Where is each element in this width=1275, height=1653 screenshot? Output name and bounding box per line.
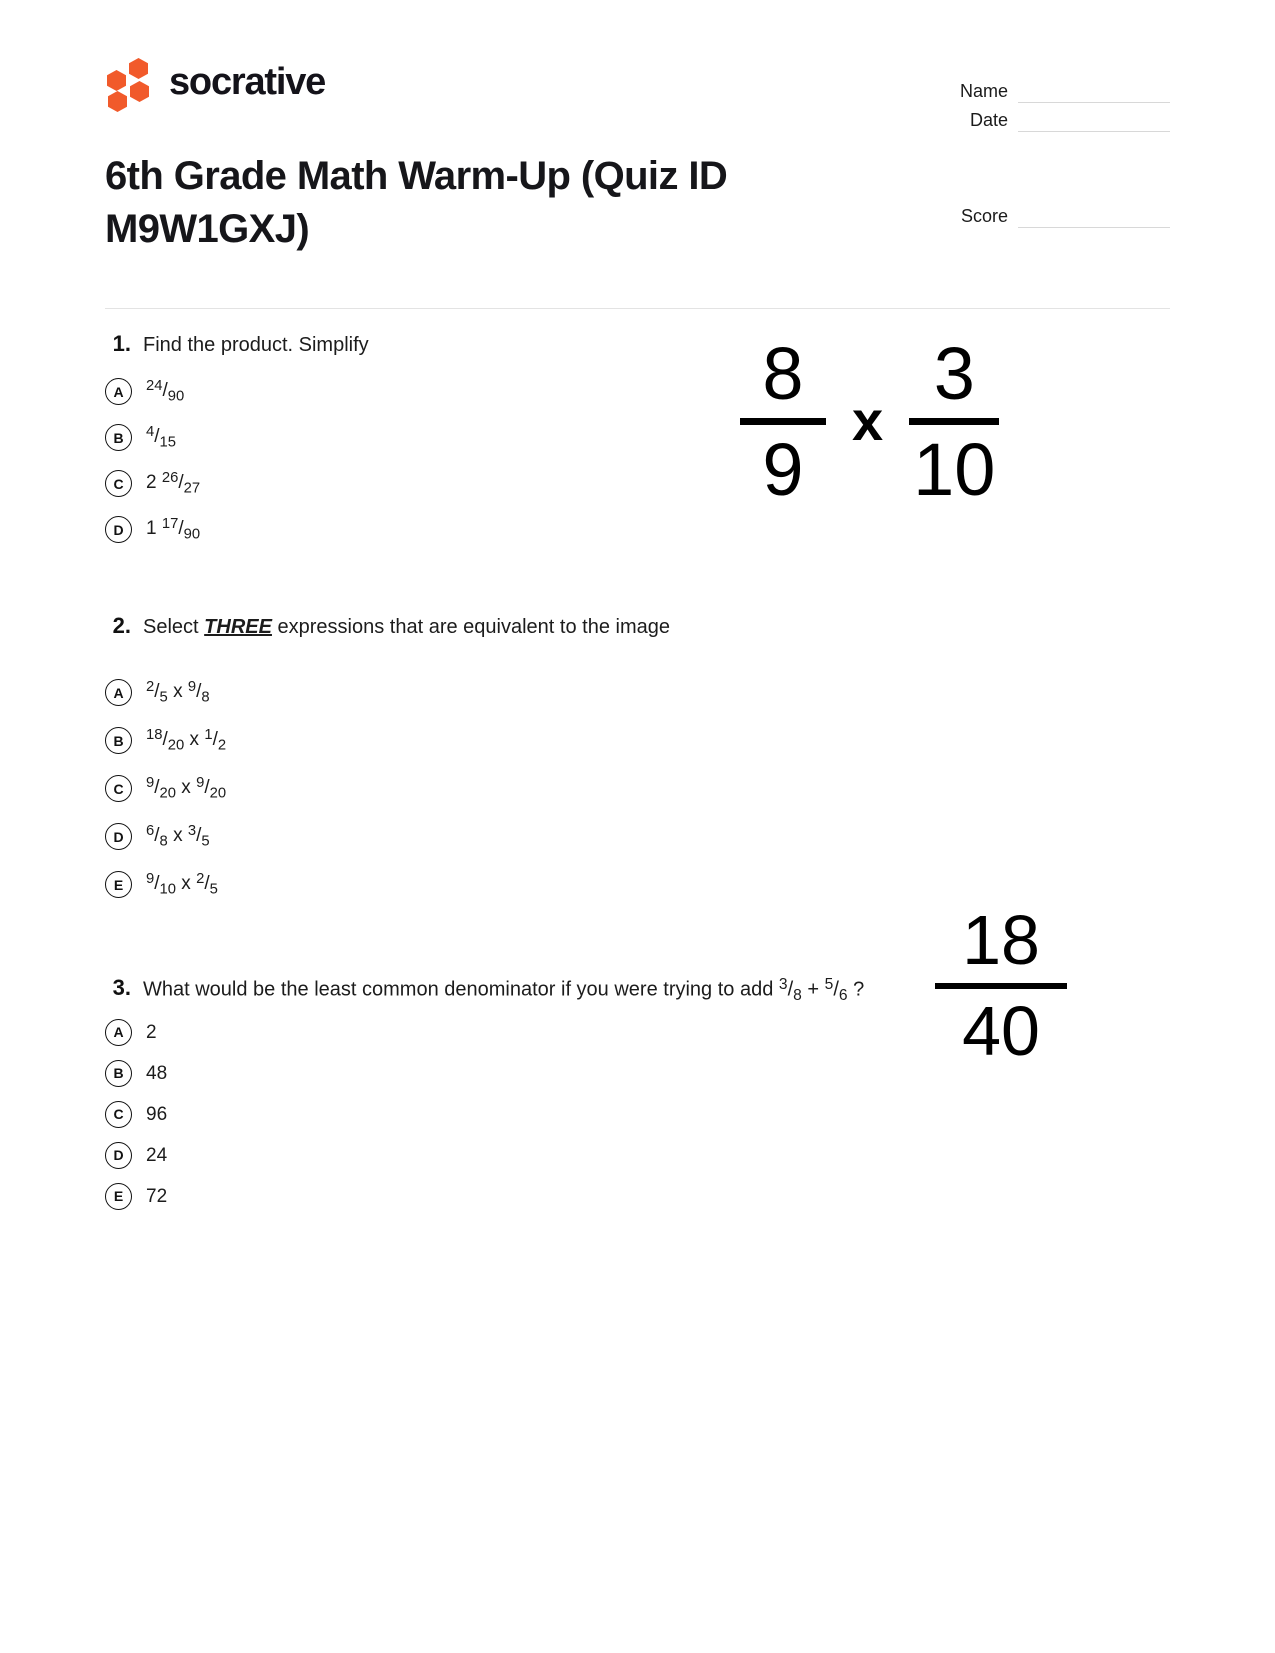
choice-label: $^{18}/_{20}$ x $^1/_2$ <box>146 727 227 754</box>
choice-bubble[interactable]: A <box>105 1019 132 1046</box>
choice-bubble[interactable]: D <box>105 823 132 850</box>
name-field-row <box>918 74 1170 103</box>
date-label: Date <box>969 110 1008 130</box>
choice-label: 24 <box>146 1144 168 1166</box>
choice-bubble[interactable]: D <box>105 1142 132 1169</box>
question-3-number: 3. <box>112 975 131 1001</box>
date-input-line[interactable] <box>1018 130 1170 132</box>
brand-name: socrative <box>169 61 326 103</box>
brand-and-title <box>105 52 805 256</box>
choice-bubble[interactable]: E <box>105 1183 132 1210</box>
choice-bubble[interactable]: C <box>105 470 132 497</box>
choice-bubble[interactable]: B <box>105 727 132 754</box>
score-field-row <box>918 199 1170 228</box>
choice-e[interactable] <box>105 1176 1170 1217</box>
choice-bubble[interactable]: B <box>105 424 132 451</box>
hexagon-middle-left-icon <box>107 70 126 91</box>
numerator: 18 <box>962 900 1040 979</box>
choice-label: 2 $^{26}/_{27}$ <box>146 470 201 497</box>
choice-label: 2 <box>146 1021 157 1043</box>
score-input-line[interactable] <box>1018 226 1170 228</box>
question-3-prompt: What would be the least common denominator if you were trying to add $^3/_8 + ^5/_6$ ? <box>143 975 865 1004</box>
choice-d[interactable] <box>105 507 1170 553</box>
choice-a[interactable] <box>105 669 1170 717</box>
name-label: Name <box>959 81 1008 101</box>
choice-c[interactable] <box>105 1094 1170 1135</box>
questions-list <box>105 309 1170 1217</box>
question-1 <box>105 331 1170 553</box>
choice-label: $^2/_5$ x $^9/_8$ <box>146 679 210 706</box>
choice-label: 1 $^{17}/_{90}$ <box>146 516 201 543</box>
choice-bubble[interactable]: B <box>105 1060 132 1087</box>
multiplication-operator: x <box>852 388 884 452</box>
fraction-8-over-9 <box>740 331 826 512</box>
choice-label: 72 <box>146 1185 168 1207</box>
question-2-number: 2. <box>112 612 131 638</box>
student-info-fields <box>918 52 1170 228</box>
socrative-logo <box>105 52 805 112</box>
choice-b[interactable] <box>105 717 1170 765</box>
choice-bubble[interactable]: A <box>105 679 132 706</box>
choice-b[interactable] <box>105 415 1170 461</box>
score-label: Score <box>960 206 1008 226</box>
question-1-choices <box>105 369 1170 553</box>
meta-spacer <box>918 132 1170 199</box>
question-1-figure <box>740 331 999 512</box>
choice-label: $^9/_{20}$ x $^9/_{20}$ <box>146 775 227 802</box>
denominator: 9 <box>762 428 804 512</box>
choice-bubble[interactable]: D <box>105 516 132 543</box>
choice-bubble[interactable]: A <box>105 378 132 405</box>
choice-bubble[interactable]: C <box>105 775 132 802</box>
question-3-header <box>105 974 1170 1006</box>
choice-a[interactable] <box>105 369 1170 415</box>
choice-bubble[interactable]: E <box>105 871 132 898</box>
choice-label: 96 <box>146 1103 168 1125</box>
question-1-header <box>105 331 1170 359</box>
choice-label: $^4/_{15}$ <box>146 424 177 451</box>
numerator: 8 <box>762 331 804 415</box>
name-input-line[interactable] <box>1018 101 1170 103</box>
fraction-bar <box>909 418 999 425</box>
choice-label: $^{24}/_{90}$ <box>146 378 185 405</box>
choice-d[interactable] <box>105 813 1170 861</box>
fraction-bar <box>740 418 826 425</box>
denominator: 10 <box>913 428 996 512</box>
choice-label: 48 <box>146 1062 168 1084</box>
choice-c[interactable] <box>105 765 1170 813</box>
page-title: 6th Grade Math Warm-Up (Quiz ID M9W1GXJ) <box>105 154 728 251</box>
choice-b[interactable] <box>105 1053 1170 1094</box>
question-3-choices <box>105 1012 1170 1217</box>
page-header <box>105 0 1170 256</box>
question-2-choices <box>105 669 1170 909</box>
date-field-row <box>918 103 1170 132</box>
hexagon-middle-right-icon <box>130 81 149 102</box>
fraction-3-over-10 <box>909 331 999 512</box>
question-2-header <box>105 613 1170 641</box>
hexagon-bottom-left-icon <box>108 91 127 112</box>
question-3 <box>105 974 1170 1217</box>
socrative-hexagon-logo-icon <box>105 57 151 107</box>
choice-label: $^9/_{10}$ x $^2/_5$ <box>146 871 218 898</box>
numerator: 3 <box>933 331 975 415</box>
question-2-prompt: Select THREE expressions that are equivalent to the image <box>143 615 670 638</box>
choice-d[interactable] <box>105 1135 1170 1176</box>
choice-label: $^6/_8$ x $^3/_5$ <box>146 823 210 850</box>
choice-c[interactable] <box>105 461 1170 507</box>
question-1-number: 1. <box>112 330 131 356</box>
denominator: 40 <box>962 991 1040 1070</box>
hexagon-top-right-icon <box>129 58 148 79</box>
choice-a[interactable] <box>105 1012 1170 1053</box>
prompt-emphasis: THREE <box>204 615 272 638</box>
choice-bubble[interactable]: C <box>105 1101 132 1128</box>
question-1-prompt: Find the product. Simplify <box>143 333 369 356</box>
